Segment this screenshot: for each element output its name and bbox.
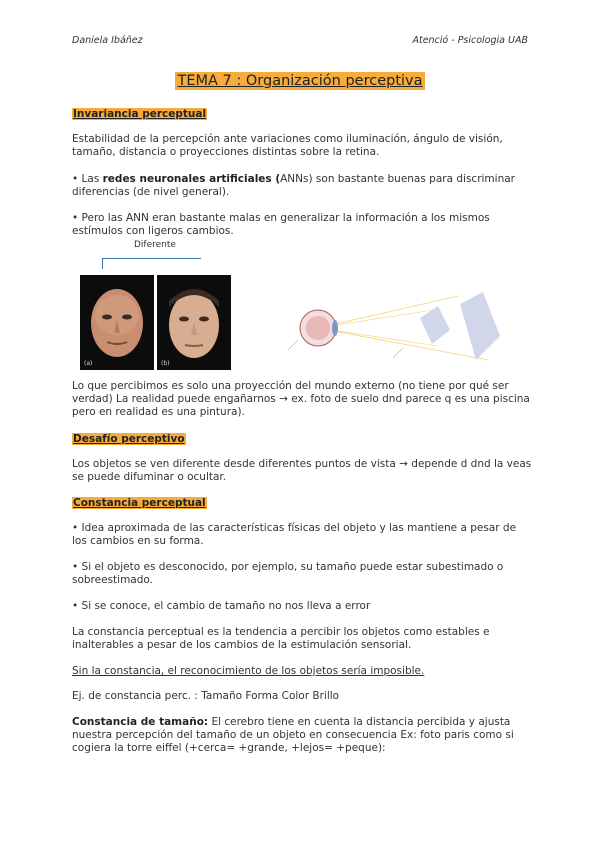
course-name: Atenció - Psicologia UAB [412, 35, 528, 46]
paragraph: Estabilidad de la percepción ante variaciones como iluminación, ángulo de visión, tamaño, distancia o proyecciones distintas sobre la retina. [72, 133, 503, 158]
face-photo [80, 275, 154, 370]
eye-projection-diagram [288, 288, 508, 368]
author-name: Daniela Ibáñez [72, 35, 143, 46]
paragraph: • Las redes neuronales artificiales (ANNs) son bastante buenas para discriminar diferencias (de nivel general). [72, 173, 515, 198]
paragraph: • Si se conoce, el cambio de tamaño no nos lleva a error [72, 600, 371, 612]
paragraph: • Pero las ANN eran bastante malas en generalizar la información a los mismos estímulos con ligeros cambios. [72, 212, 490, 237]
underlined-statement: Sin la constancia, el reconocimiento de los objetos sería imposible. [72, 665, 425, 677]
section-heading-desafio: Desafío perceptivo [73, 433, 185, 445]
paragraph: • Si el objeto es desconocido, por ejemplo, su tamaño puede estar subestimado o sobreestimado. [72, 561, 504, 586]
section-heading-constancia: Constancia perceptual [73, 497, 206, 509]
face-caption: (a) [84, 360, 93, 367]
figure-label: Diferente [134, 240, 176, 250]
paragraph: Ej. de constancia perc. : Tamaño Forma Color Brillo [72, 690, 340, 702]
paragraph: Constancia de tamaño: El cerebro tiene en cuenta la distancia percibida y ajusta nuestra percepción del tamaño de un objeto en consecuencia Ex: foto paris como si cogiera la torre eiffel (+cerca= +grande, +lejos= +peque): [72, 716, 514, 754]
figure-bracket [102, 258, 201, 269]
paragraph: La constancia perceptual es la tendencia a percibir los objetos como estables e inalterables a pesar de los cambios de la estimulación sensorial. [72, 626, 490, 651]
section-heading-invariancia: Invariancia perceptual [73, 108, 207, 120]
paragraph: Lo que percibimos es solo una proyección del mundo externo (no tiene por qué ser verdad) La realidad puede engañarnos → ex. foto de suelo dnd parece q es una piscina pero en realidad es una pintura). [72, 380, 530, 418]
page-title: TEMA 7 : Organización perceptiva [177, 73, 423, 89]
face-caption: (b) [161, 360, 170, 367]
paragraph: • Idea aproximada de las características físicas del objeto y las mantiene a pesar de los cambios en su forma. [72, 522, 517, 547]
face-photo [157, 275, 231, 370]
paragraph: Los objetos se ven diferente desde diferentes puntos de vista → depende d dnd la veas se puede difuminar o ocultar. [72, 458, 532, 483]
